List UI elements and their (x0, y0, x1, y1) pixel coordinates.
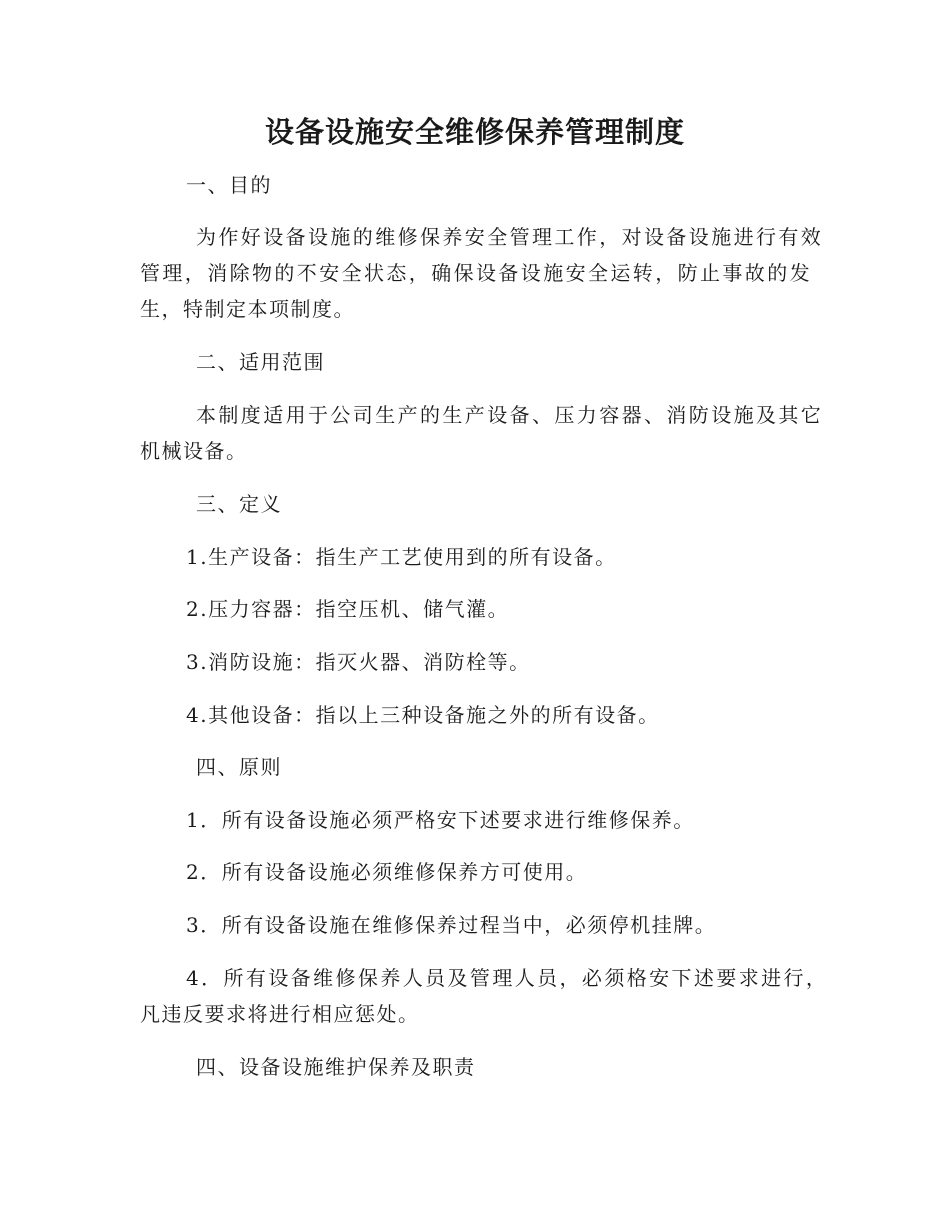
section-heading-scope: 二、适用范围 (196, 350, 325, 374)
list-item: 3.消防设施：指灭火器、消防栓等。 (186, 650, 531, 674)
paragraph-line: 生，特制定本项制度。 (140, 297, 355, 321)
section-heading-principles: 四、原则 (196, 755, 282, 779)
section-heading-maintenance-duties: 四、设备设施维护保养及职责 (196, 1055, 476, 1079)
section-heading-purpose: 一、目的 (186, 173, 272, 197)
list-item: 2.压力容器：指空压机、储气灌。 (186, 597, 510, 621)
section-heading-definitions: 三、定义 (196, 492, 282, 516)
list-item: 1．所有设备设施必须严格安下述要求进行维修保养。 (186, 808, 695, 832)
list-item: 2．所有设备设施必须维修保养方可使用。 (186, 860, 588, 884)
list-item: 4．所有设备维修保养人员及管理人员，必须格安下述要求进行， (186, 966, 829, 990)
list-item: 3．所有设备设施在维修保养过程当中，必须停机挂牌。 (186, 913, 717, 937)
list-item: 4.其他设备：指以上三种设备施之外的所有设备。 (186, 703, 660, 727)
list-item-continuation: 凡违反要求将进行相应惩处。 (140, 1002, 420, 1026)
paragraph-line: 管理，消除物的不安全状态，确保设备设施安全运转，防止事故的发 (140, 261, 812, 285)
paragraph-line: 机械设备。 (140, 439, 248, 463)
document-title: 设备设施安全维修保养管理制度 (264, 115, 685, 149)
paragraph-line: 本制度适用于公司生产的生产设备、压力容器、消防设施及其它 (196, 403, 824, 427)
paragraph-line: 为作好设备设施的维修保养安全管理工作，对设备设施进行有效 (196, 225, 824, 249)
list-item: 1.生产设备：指生产工艺使用到的所有设备。 (186, 545, 617, 569)
